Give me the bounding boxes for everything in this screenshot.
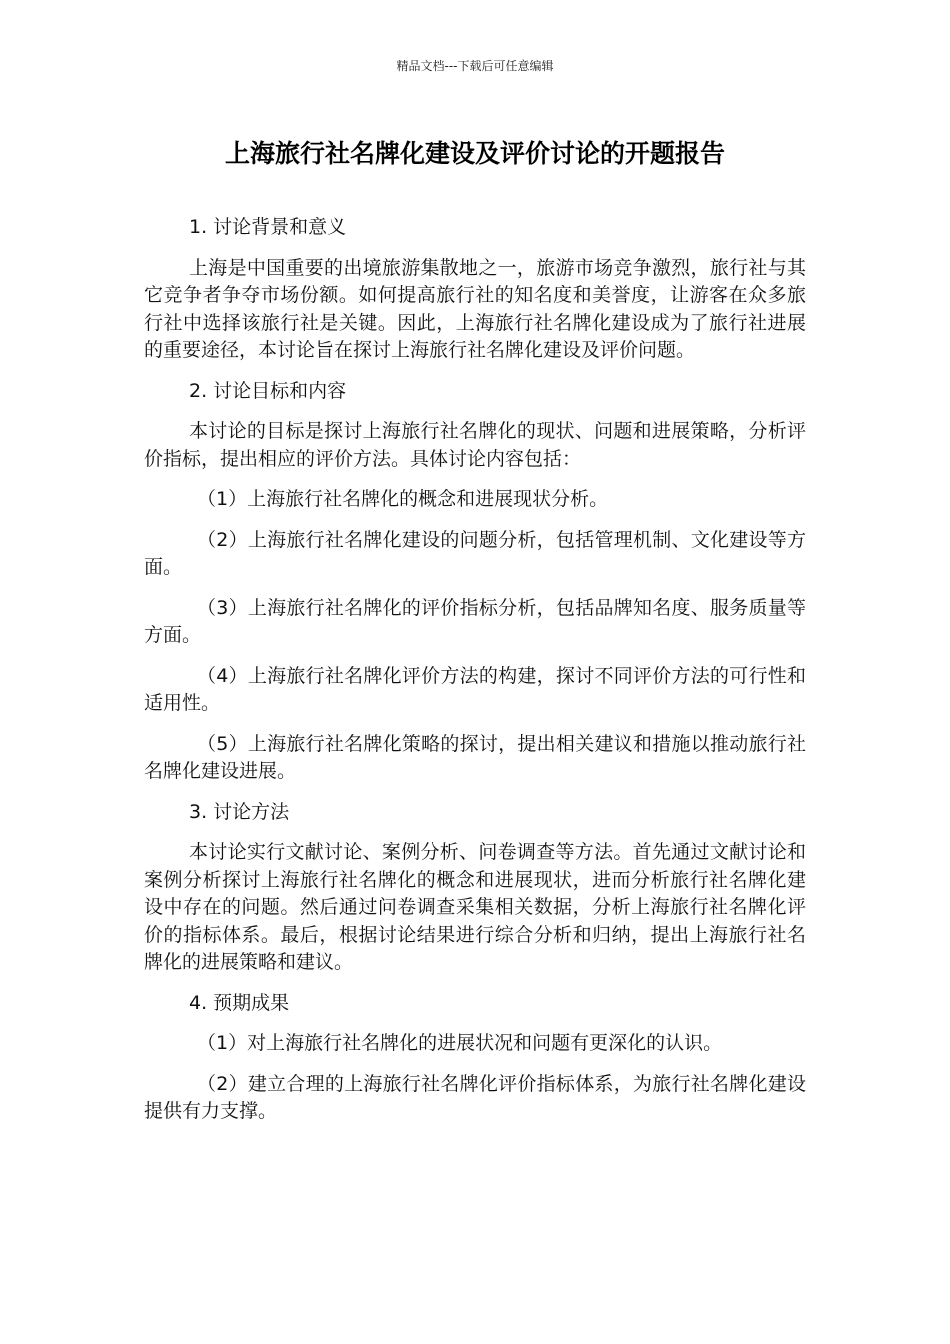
section-heading-goals: 2. 讨论目标和内容 xyxy=(189,379,347,402)
paragraph-background: 上海是中国重要的出境旅游集散地之一，旅游市场竞争激烈，旅行社与其它竞争者争夺市场份额。如何提高旅行社的知名度和美誉度，让游客在众多旅行社中选择该旅行社是关键。因此，上海旅行社名牌化建设成为了旅行社进展的重要途径，本讨论旨在探讨上海旅行社名牌化建设及评价问题。 xyxy=(144,256,806,361)
list-item-goal-5: （5）上海旅行社名牌化策略的探讨，提出相关建议和措施以推动旅行社名牌化建设进展。 xyxy=(144,732,806,782)
document-title: 上海旅行社名牌化建设及评价讨论的开题报告 xyxy=(224,139,725,168)
list-item-outcome-1: （1）对上海旅行社名牌化的进展状况和问题有更深化的认识。 xyxy=(197,1032,723,1054)
section-heading-outcomes: 4. 预期成果 xyxy=(189,991,290,1014)
section-heading-methods: 3. 讨论方法 xyxy=(189,800,290,823)
list-item-goal-3: （3）上海旅行社名牌化的评价指标分析，包括品牌知名度、服务质量等方面。 xyxy=(144,596,806,646)
list-item-outcome-2: （2）建立合理的上海旅行社名牌化评价指标体系，为旅行社名牌化建设提供有力支撑。 xyxy=(144,1072,806,1122)
paragraph-methods: 本讨论实行文献讨论、案例分析、问卷调查等方法。首先通过文献讨论和案例分析探讨上海旅行社名牌化的概念和进展现状，进而分析旅行社名牌化建设中存在的问题。然后通过问卷调查采集相关数据，分析上海旅行社名牌化评价的指标体系。最后，根据讨论结果进行综合分析和归纳，提出上海旅行社名牌化的进展策略和建议。 xyxy=(144,841,806,973)
document-body xyxy=(144,214,806,1139)
list-item-goal-1: （1）上海旅行社名牌化的概念和进展现状分析。 xyxy=(197,488,609,510)
list-item-goal-4: （4）上海旅行社名牌化评价方法的构建，探讨不同评价方法的可行性和适用性。 xyxy=(144,664,806,714)
paragraph-goals: 本讨论的目标是探讨上海旅行社名牌化的现状、问题和进展策略，分析评价指标，提出相应的评价方法。具体讨论内容包括： xyxy=(144,420,806,470)
section-heading-background: 1. 讨论背景和意义 xyxy=(189,216,347,238)
list-item-goal-2: （2）上海旅行社名牌化建设的问题分析，包括管理机制、文化建设等方面。 xyxy=(144,528,806,578)
header-note: 精品文档---下载后可任意编辑 xyxy=(396,59,554,73)
